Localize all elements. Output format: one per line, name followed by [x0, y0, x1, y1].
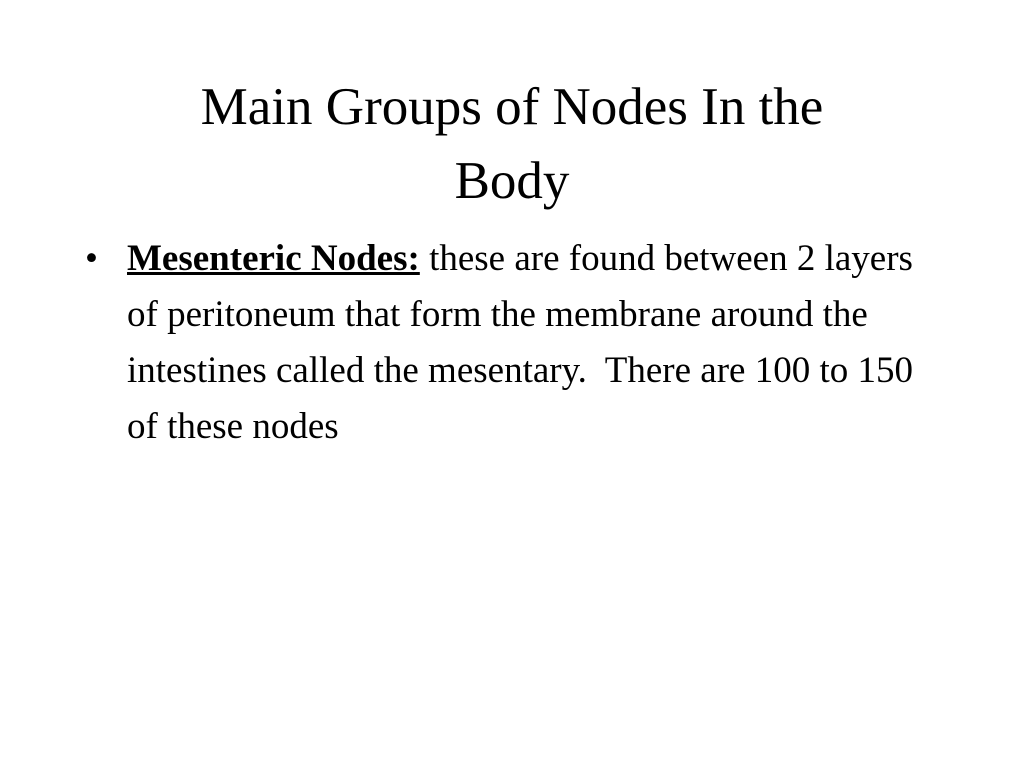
bullet-list: [85, 231, 923, 455]
title-line-1: Main Groups of Nodes In the: [200, 78, 824, 136]
title-line-2: Body: [454, 152, 570, 210]
bullet-term: Mesenteric Nodes:: [127, 238, 420, 279]
bullet-marker-icon: •: [85, 238, 98, 279]
slide-title: [100, 70, 924, 218]
bullet-text: these are found between 2 layers of peritoneum that form the membrane around the intestines called the mesentary. There are 100 to 150 of these nodes: [127, 238, 923, 447]
bullet-item-mesenteric-nodes: [85, 231, 923, 455]
